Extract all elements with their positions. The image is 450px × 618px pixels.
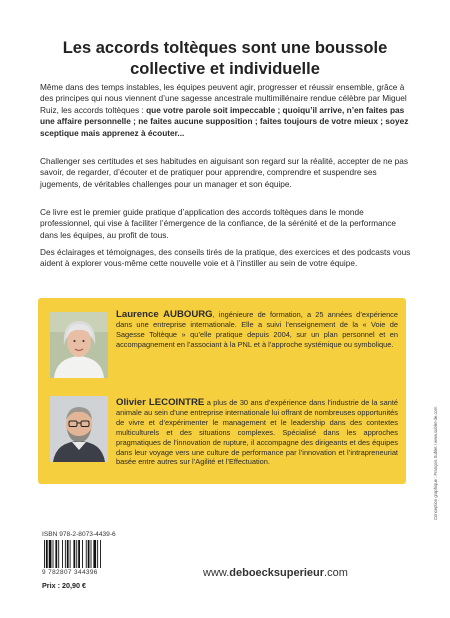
intro-paragraph [40,82,412,139]
intro-text: Même dans des temps instables, les équipes peuvent agir, progresser et réussir ensemble, grâce à des principes qui nous viennent d’une sagesse ancestrale multimillénaire rendue célèbre par Miguel Ruiz, les accords toltèques : [40,82,407,115]
author-photo-olivier [50,396,108,462]
back-cover-title [40,38,410,80]
paragraph-guide: Ce livre est le premier guide pratique d’application des accords toltèques dans le monde professionnel, qui vise à faciliter l’émergence de la confiance, de la sérénité et de la performance dans les équipes, au profit de tous. [40,207,397,240]
author-bio-text-laurence: , ingénieure de formation, a 25 années d’expérience dans une entreprise internationale. Elle a suivi l’enseignement de la « Voie de Sagesse Toltèque » qu’elle pratique depuis 2004, sur un plan personnel et en accompagnement en l’associant à la PNL et à l’approche systémique ou symbolique. [116,310,398,349]
title-line-2: collective et individuelle [130,60,320,78]
author-name-olivier: Olivier LECOINTRE [116,397,205,408]
author-name-laurence: Laurence AUBOURG [116,309,213,320]
author-bio-laurence [116,310,398,350]
website-suffix: .com [324,567,348,579]
design-credit: Conception graphique : François Sublet / www.sublet-de.com [433,406,438,520]
isbn: ISBN 978-2-8073-4439-6 [42,531,116,538]
title-line-1: Les accords toltèques sont une boussole [62,39,388,57]
website-prefix: www. [203,567,230,579]
paragraph-resources: Des éclairages et témoignages, des conseils tirés de la pratique, des exercices et des podcasts vous aident à explorer vous-même cette nouvelle voie et à l’instiller au sein de votre équipe. [40,247,411,269]
price: Prix : 20,90 € [42,581,86,590]
author-bio-olivier [116,398,398,467]
author-bio-text-olivier: a plus de 30 ans d’expérience dans l’industrie de la santé animale au sein d’une entreprise internationale lui offrant de nombreuses opportunités de vivre et d’expérimenter le management et le leadership dans des contextes multiculturels et des situations complexes. Spécialisé dans les approches pragmatiques de l’innovation de rupture, il accompagne des dirigeants et des équipes dans leur voyage vers une culture de performance par l’innovation et l’intrapreneuriat basée entre autres sur l’Agilité et l’Effectuation. [116,398,398,467]
paragraph-challenges: Challenger ses certitudes et ses habitudes en aiguisant son regard sur la réalité, accepter de ne pas savoir, de regarder, d’écouter et de pratiquer pour apprendre, comprendre et suspendre ses jugements, de véritables challenges pour un manager et son équipe. [40,156,409,189]
barcode [42,540,122,568]
authors-panel [38,298,406,484]
website-domain: deboecksuperieur [229,567,325,579]
publisher-website[interactable] [203,567,348,579]
author-photo-laurence [50,312,108,378]
barcode-number: 9 782807 344396 [42,569,98,576]
intro-bold-text: que votre parole soit impeccable ; quoiqu’il arrive, n’en faites pas une affaire personnelle ; ne faites aucune supposition ; faites toujours de votre mieux ; soyez sceptique mais apprenez à écouter... [40,104,409,138]
